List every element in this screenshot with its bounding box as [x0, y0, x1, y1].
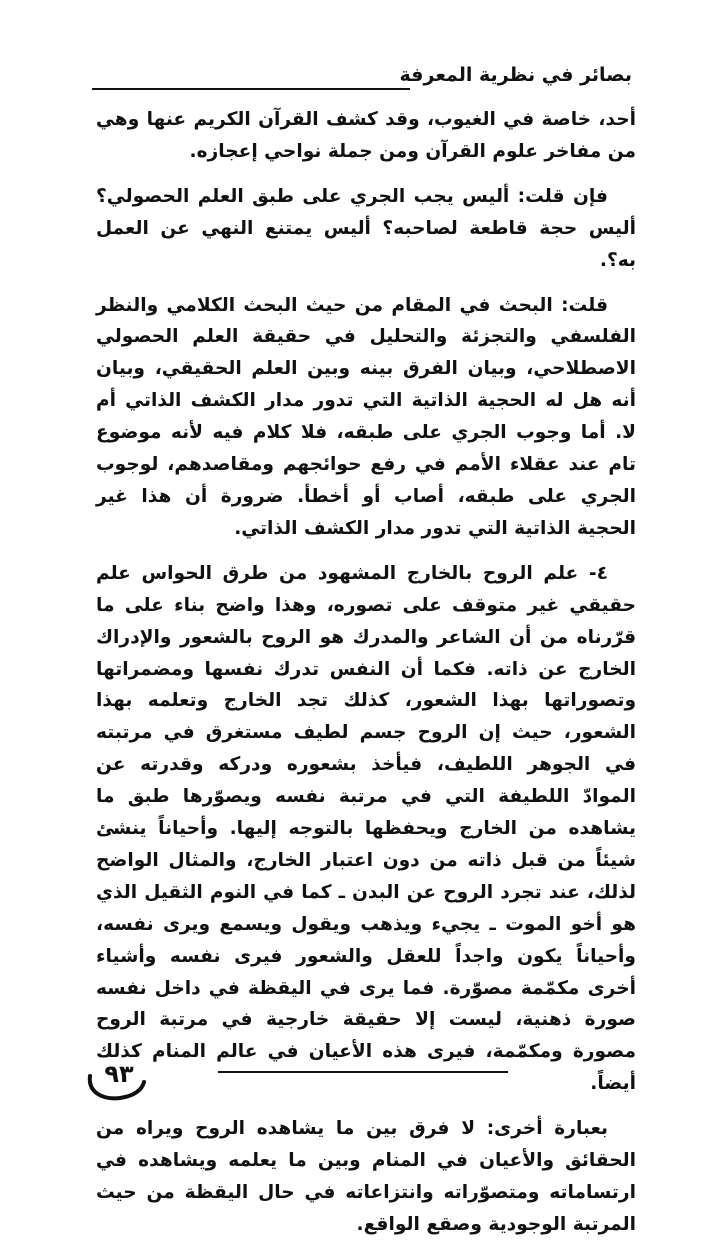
paragraph-other-words: بعبارة أخرى: لا فرق بين ما يشاهده الروح ويراه من الحقائق والأعيان في المنام وبين ما يعلمه ويشاهده في ارتساماته ومتصوّراته وانتزاعاته في حال اليقظة من حيث المرتبة الوجودية وصقع الواقع.: [96, 1118, 636, 1235]
running-header: [92, 58, 632, 98]
page-number: ٩٣: [104, 1060, 134, 1088]
running-header-title: بصائر في نظرية المعرفة: [399, 64, 632, 86]
paragraph-answer: قلت: البحث في المقام من حيث البحث الكلامي والنظر الفلسفي والتجزئة والتحليل في حقيقة العلم الحصولي الاصطلاحي، وبيان الفرق بينه وبين العلم الحقيقي، وبيان أنه هل له الحجية الذاتية التي تدور مدار الكشف الذاتي أم لا. أما وجوب الجري على طبقه، فلا كلام فيه لأنه موضوع تام عند عقلاء الأمم في رفع حوائجهم ومقاصدهم، لوجوب الجري على طبقه، أصاب أو أخطأ. ضرورة أن هذا غير الحجية الذاتية التي تدور مدار الكشف الذاتي.: [96, 294, 636, 539]
paragraph-gap: [96, 168, 636, 181]
paragraph-continuation: أحد، خاصة في الغيوب، وقد كشف القرآن الكريم عنها وهي من مفاخر علوم القرآن ومن جملة نواحي إعجازه.: [96, 109, 636, 162]
paragraph-gap: [96, 277, 636, 290]
page-number-ornament: [84, 1054, 154, 1104]
header-rule: [92, 88, 410, 90]
paragraph-gap: [96, 1100, 636, 1113]
paragraph-question: فإن قلت: أليس يجب الجري على طبق العلم الحصولي؟ أليس حجة قاطعة لصاحبه؟ أليس يمتنع النهي عن العمل به؟.: [96, 185, 636, 271]
paragraph-gap: [96, 545, 636, 558]
paragraph-point-4: ٤- علم الروح بالخارج المشهود من طرق الحواس علم حقيقي غير متوقف على تصوره، وهذا واضح بناء على ما قرّرناه من أن الشاعر والمدرك هو الروح بالشعور والإدراك الخارج عن ذاته. فكما أن النفس تدرك نفسها ومضمراتها وتصوراتها بهذا الشعور، كذلك تجد الخارج وتعلمه بهذا الشعور، حيث إن الروح جسم لطيف مستغرق في مرتبته في الجوهر اللطيف، فيأخذ بشعوره ودركه وقدرته عن الموادّ اللطيفة التي في مرتبة نفسه ويصوّرها طبق ما يشاهده من الخارج ويحفظها بالتوجه إليها. وأحياناً ينشئ شيئاً من قبل ذاته من دون اعتبار الخارج، والمثال الواضح لذلك، عند تجرد الروح عن البدن ـ كما في النوم الثقيل الذي هو أخو الموت ـ يجيء ويذهب ويقول ويسمع ويرى نفسه، وأحياناً يكون واجداً للعقل والشعور فيرى نفسه وأشياء أخرى مكمّمة مصوّرة. فما يرى في اليقظة في داخل نفسه صورة ذهنية، ليست إلا حقيقة خارجية في مرتبة الروح مصورة ومكمّمة، فيرى هذه الأعيان في عالم المنام كذلك أيضاً.: [96, 562, 636, 1095]
footer-rule: [218, 1071, 508, 1073]
